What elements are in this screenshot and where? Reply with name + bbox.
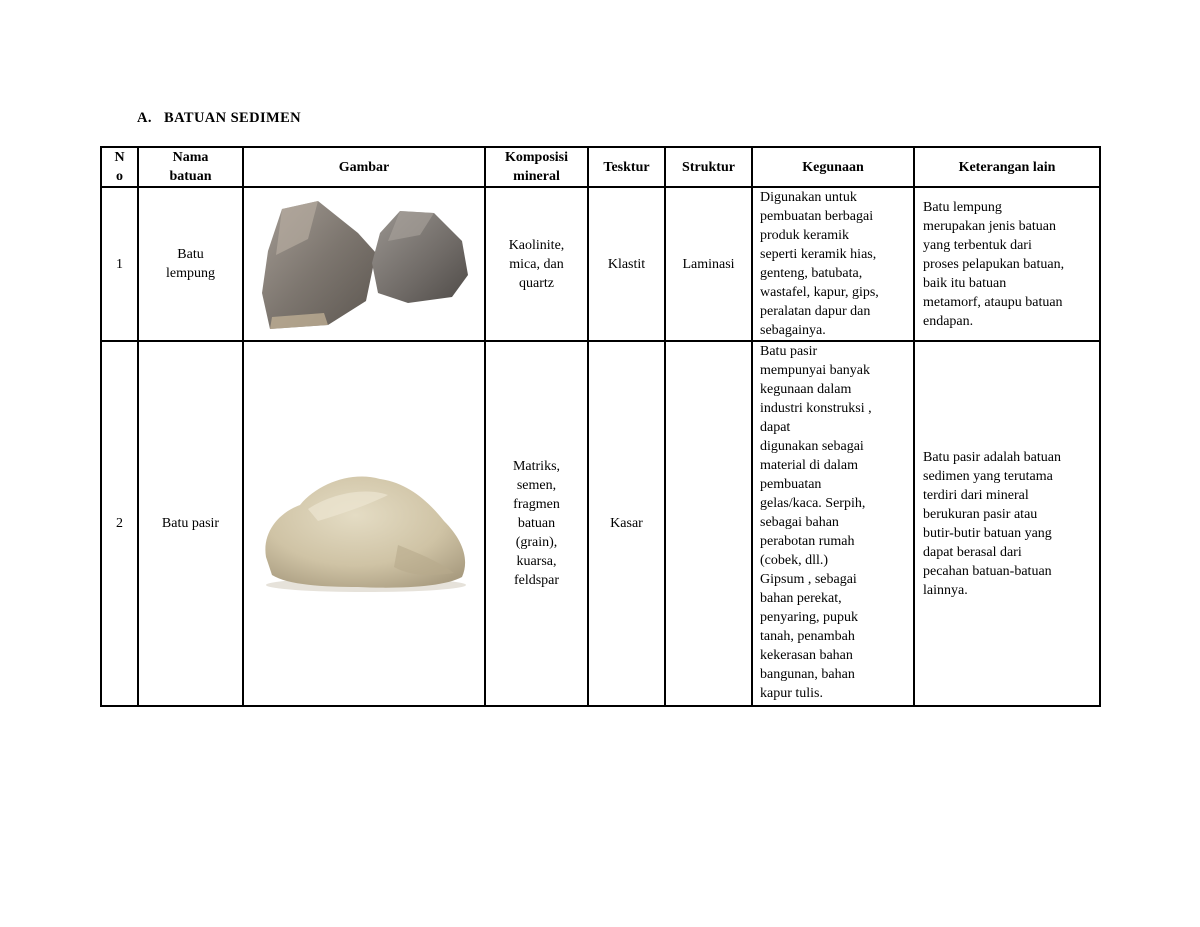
- section-heading: [137, 110, 301, 127]
- section-letter: A.: [137, 110, 152, 126]
- header-komposisi-mineral: Komposisi mineral: [485, 147, 588, 187]
- cell-komposisi-mineral: Matriks, semen, fragmen batuan (grain), kuarsa, feldspar: [485, 341, 588, 706]
- cell-kegunaan: Digunakan untuk pembuatan berbagai produk keramik seperti keramik hias, genteng, batubata, wastafel, kapur, gips, peralatan dapur dan sebagainya.: [752, 187, 914, 341]
- cell-no: 2: [101, 341, 138, 706]
- clay-stone-image: [248, 191, 480, 337]
- cell-tekstur: Klastit: [588, 187, 665, 341]
- cell-nama-batuan: Batu lempung: [138, 187, 243, 341]
- header-keterangan-lain: Keterangan lain: [914, 147, 1100, 187]
- section-title: BATUAN SEDIMEN: [164, 110, 302, 126]
- cell-nama-batuan: Batu pasir: [138, 341, 243, 706]
- header-row: [101, 147, 1100, 187]
- cell-tekstur: Kasar: [588, 341, 665, 706]
- header-no: N o: [101, 147, 138, 187]
- cell-struktur: [665, 341, 752, 706]
- table-row: [101, 341, 1100, 706]
- sandstone-image: [248, 449, 480, 599]
- header-kegunaan: Kegunaan: [752, 147, 914, 187]
- header-struktur: Struktur: [665, 147, 752, 187]
- table-row: [101, 187, 1100, 341]
- sedimentary-rock-table: [100, 146, 1101, 707]
- cell-keterangan-lain: Batu lempung merupakan jenis batuan yang terbentuk dari proses pelapukan batuan, baik itu batuan metamorf, ataupu batuan endapan.: [914, 187, 1100, 341]
- cell-komposisi-mineral: Kaolinite, mica, dan quartz: [485, 187, 588, 341]
- cell-kegunaan: Batu pasir mempunyai banyak kegunaan dalam industri konstruksi , dapat digunakan sebagai material di dalam pembuatan gelas/kaca. Serpih, sebagai bahan perabotan rumah (cobek, dll.) Gipsum , sebagai bahan perekat, penyaring, pupuk tanah, penambah kekerasan bahan bangunan, bahan kapur tulis.: [752, 341, 914, 706]
- cell-struktur: Laminasi: [665, 187, 752, 341]
- cell-no: 1: [101, 187, 138, 341]
- header-nama-batuan: Nama batuan: [138, 147, 243, 187]
- header-tekstur: Tesktur: [588, 147, 665, 187]
- header-gambar: Gambar: [243, 147, 485, 187]
- cell-keterangan-lain: Batu pasir adalah batuan sedimen yang terutama terdiri dari mineral berukuran pasir atau butir-butir batuan yang dapat berasal dari pecahan batuan-batuan lainnya.: [914, 341, 1100, 706]
- cell-gambar: [243, 341, 485, 706]
- cell-gambar: [243, 187, 485, 341]
